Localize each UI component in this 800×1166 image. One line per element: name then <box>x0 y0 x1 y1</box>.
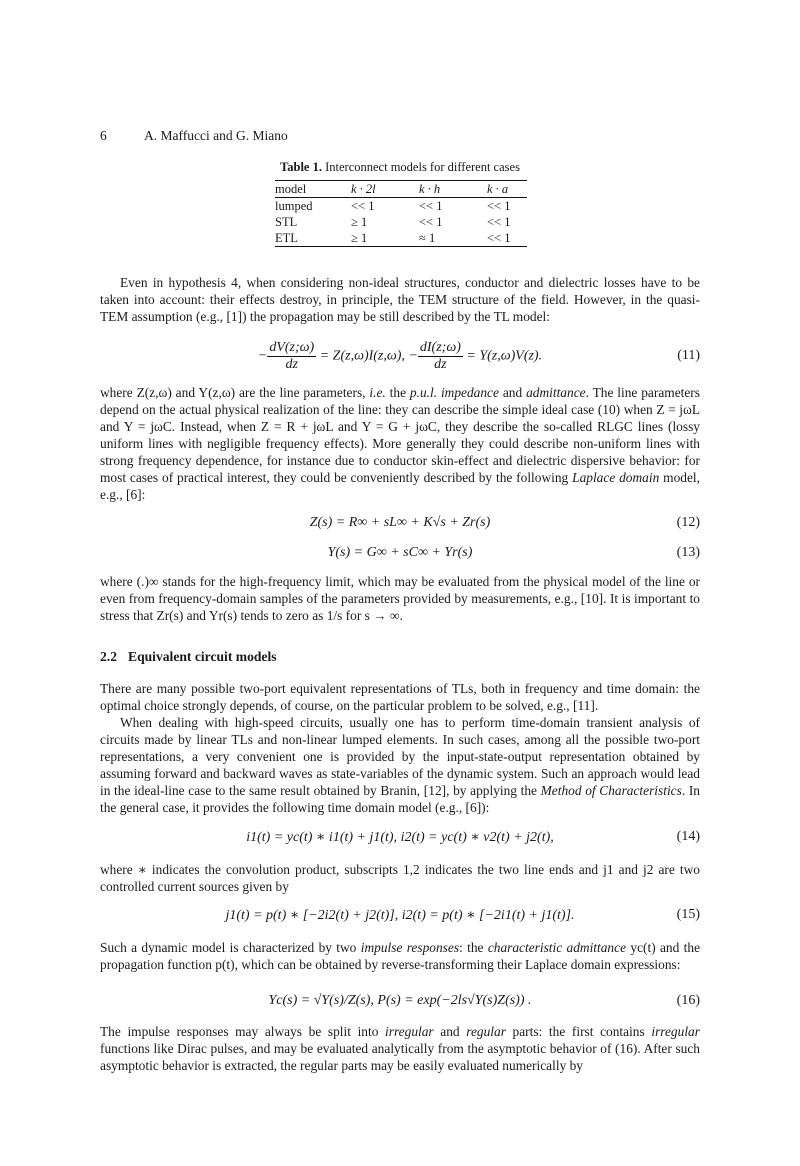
equation-expression: i1(t) = yc(t) ∗ i1(t) + j1(t), i2(t) = yc(t) ∗ v2(t) + j2(t), <box>246 830 554 845</box>
table-caption-text: Interconnect models for different cases <box>325 160 520 174</box>
paragraph <box>100 573 700 624</box>
paragraph-text <box>100 384 700 503</box>
text-run: Such a dynamic model is characterized by two <box>100 940 357 955</box>
section-number: 2.2 <box>100 649 117 664</box>
paragraph <box>100 861 700 895</box>
table-cell: ≥ 1 <box>351 230 419 247</box>
table-cell: << 1 <box>419 215 443 229</box>
equation-number: (16) <box>676 993 700 1008</box>
table-header-cell: k · 2l <box>351 181 419 198</box>
text-run: admittance <box>526 385 586 400</box>
equation-16 <box>100 993 700 1015</box>
paragraph-text <box>100 939 700 973</box>
text-run: Laplace domain <box>572 470 660 485</box>
equation-number: (15) <box>676 907 700 922</box>
text-run: When dealing with high-speed circuits, usually one has to perform time-domain transient analysis of circuits made by linear TLs and non-linear lumped elements. In such cases, among all the possible two-port representations, a very convenient one is provided by the input-state-output representation obtained by assuming forward and backward waves as state-variables of the dynamic system. Such an approach would lead in the ideal-line case to the same result obtained by Branin, [12], by applying the <box>100 715 700 798</box>
paragraph-text: where (.)∞ stands for the high-frequency limit, which may be evaluated from the physical model of the line or even from frequency-domain samples of the parameters provided by measurements, e.g., [10]. It is important to stress that Zr(s) and Yr(s) tends to zero as 1/s for s → ∞. <box>100 574 700 623</box>
text-run: Method of Characteristics <box>540 783 682 798</box>
text-run: model, e.g., [6]: <box>100 470 700 502</box>
equation-number: (14) <box>676 829 700 844</box>
table-row <box>275 230 527 247</box>
table-cell: ≥ 1 <box>351 215 368 229</box>
paragraph <box>100 680 700 714</box>
paragraph-text: where ∗ indicates the convolution product, subscripts 1,2 indicates the two line ends and j1 and j2 are two controlled current sources given by <box>100 862 700 894</box>
text-run: regular <box>466 1024 506 1039</box>
equation-expression: Z(s) = R∞ + sL∞ + K√s + Zr(s) <box>309 515 491 530</box>
text-run: yc(t) and the propagation function p(t), which can be obtained by reverse-transforming their Laplace domain expressions: <box>100 940 701 972</box>
text-run: characteristic admittance <box>487 940 627 955</box>
table-cell: ≈ 1 <box>419 230 487 247</box>
table-row <box>275 214 527 230</box>
table-cell: << 1 <box>487 230 527 247</box>
text-run: irregular <box>651 1024 700 1039</box>
text-run: functions like Dirac pulses, and may be evaluated analytically from the asymptotic behavior of (16). After such asymptotic behavior is extracted, the regular parts may be easily evaluated numerically by <box>100 1041 700 1073</box>
text-run: irregular <box>385 1024 434 1039</box>
text-run: where Z(z,ω) and Y(z,ω) are the line parameters, <box>100 385 366 400</box>
fraction-denominator: dz <box>434 357 447 372</box>
table-row <box>275 198 527 215</box>
section-heading <box>100 649 277 665</box>
authors: A. Maffucci and G. Miano <box>144 128 288 143</box>
text-run: p.u.l. impedance <box>409 385 499 400</box>
equation-expression: Yc(s) = √Y(s)/Z(s), P(s) = exp(−2ls√Y(s)Z(s)) . <box>268 993 532 1008</box>
page-number: 6 <box>100 128 107 143</box>
table-header-cell: model <box>275 181 351 198</box>
table-cell: STL <box>275 215 298 229</box>
table-header-cell: k · a <box>487 181 527 198</box>
equation-14 <box>100 829 700 849</box>
equation-number: (13) <box>676 545 700 560</box>
section-title: Equivalent circuit models <box>128 649 277 664</box>
paragraph <box>100 1023 700 1074</box>
equation-11: − $\frac{dV(z;\omega)}{dz}$ = Z(z,ω)I(z,ω), − $\frac{dI(z;\omega)}{dz}$ = Y(z,ω)V(z). (11) <box>257 340 700 372</box>
table-cell: << 1 <box>487 215 511 229</box>
fraction <box>267 340 316 373</box>
equation-number: (12) <box>676 515 700 530</box>
equation-number: (11) <box>677 348 700 363</box>
table-cell: << 1 <box>351 199 375 213</box>
text-run: impulse responses <box>360 940 460 955</box>
paragraph <box>100 939 700 973</box>
text-run: i.e. <box>369 385 386 400</box>
table-header-row <box>275 181 527 198</box>
equation-term: = Y(z,ω)V(z). <box>466 348 543 364</box>
table-cell: << 1 <box>487 199 511 213</box>
text-run: and <box>440 1024 460 1039</box>
fraction-denominator: dz <box>285 357 298 372</box>
paragraph <box>100 384 700 503</box>
text-run: The impulse responses may always be split into <box>100 1024 379 1039</box>
equation-expression: Y(s) = G∞ + sC∞ + Yr(s) <box>327 545 473 560</box>
paragraph-text <box>100 714 700 816</box>
running-head <box>100 128 288 144</box>
equation-12 <box>100 515 700 535</box>
fraction <box>418 340 463 373</box>
text-run: : the <box>459 940 484 955</box>
table-caption <box>0 160 800 175</box>
fraction-numerator: dI(z;ω) <box>419 340 461 355</box>
text-run: parts: the first contains <box>512 1024 645 1039</box>
paragraph-text: There are many possible two-port equivalent representations of TLs, both in frequency and time domain: the optimal choice strongly depends, of course, on the particular problem to be solved, e.g., [11]. <box>100 681 700 713</box>
table-cell: << 1 <box>419 199 443 213</box>
text-run: the <box>389 385 407 400</box>
models-table <box>275 180 527 247</box>
text-run: . In the general case, it provides the following time domain model (e.g., [6]): <box>100 783 700 815</box>
equation-term: = Z(z,ω)I(z,ω), <box>319 348 405 364</box>
text-run: and <box>502 385 523 400</box>
table-caption-label: Table 1. <box>280 160 322 174</box>
fraction-numerator: dV(z;ω) <box>269 340 315 355</box>
equation-expression: j1(t) = p(t) ∗ [−2i2(t) + j2(t)], i2(t) = p(t) ∗ [−2i1(t) + j1(t)]. <box>225 908 575 923</box>
paragraph-text <box>100 1023 700 1074</box>
table-cell: lumped <box>275 199 313 213</box>
table-cell: ETL <box>275 230 351 247</box>
equation-15 <box>100 907 700 927</box>
paragraph-text: Even in hypothesis 4, when considering non-ideal structures, conductor and dielectric losses have to be taken into account: their effects destroy, in principle, the TEM structure of the field. However, in the quasi-TEM assumption (e.g., [1]) the propagation may be still described by the TL model: <box>100 275 700 324</box>
paragraph <box>100 274 700 325</box>
text-run: . The line parameters depend on the actual physical realization of the line: they can describe the simple ideal case (10) when Z = jωL and Y = jωC. Instead, when Z = R + jωL and Y = G + jωC, they describe the so-called RLGC lines (lossy uniform lines with negligible frequency effects). More generally they could describe non-uniform lines with strong frequency dependence, for instance due to conductor skin-effect and dielectric dispersive behavior: for most cases of practical interest, they could be conveniently described by the following <box>100 385 700 485</box>
table-header-cell: k · h <box>419 181 487 198</box>
paragraph <box>100 714 700 816</box>
equation-13 <box>100 545 700 565</box>
